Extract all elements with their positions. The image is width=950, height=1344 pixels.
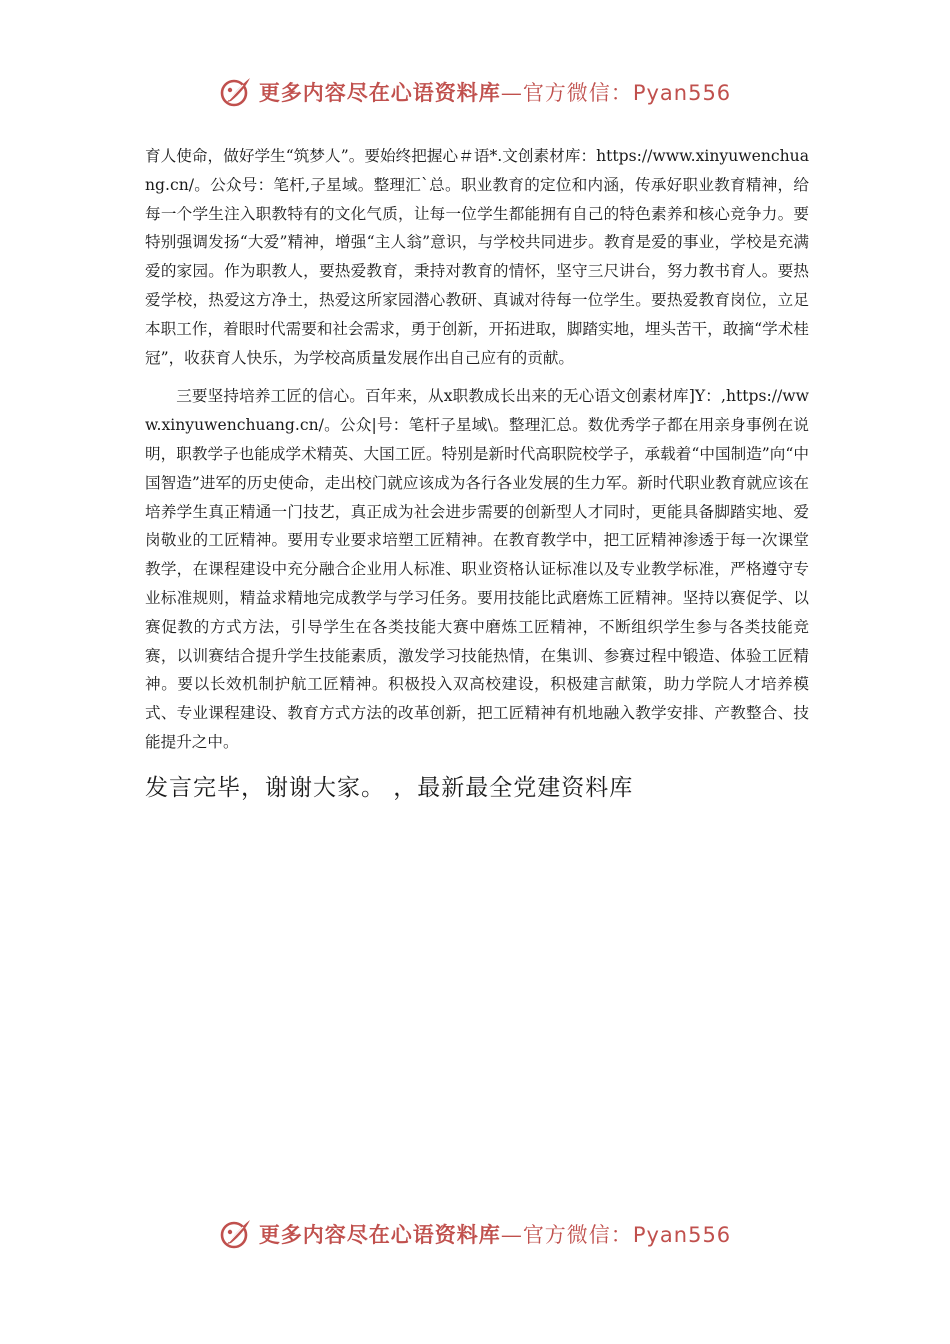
paragraph-2: 三要坚持培养工匠的信心。百年来，从x职教成长出来的无心语文创素材库]Y：,https://www.xinyuwenchuang.cn/。公众|号：笔杆子星域\。整理汇总。数优秀学子都在用亲身事例在说明，职教学子也能成学术精英、大国工匠。特别是新时代高职院校学子，承载着“中国制造”向“中国智造”进军的历史使命，走出校门就应该成为各行各业发展的生力军。新时代职业教育就应该在培养学生真正精通一门技艺，真正成为社会进步需要的创新型人才同时，更能具备脚踏实地、爱岗敬业的工匠精神。要用专业要求培塑工匠精神。在教育教学中，把工匠精神渗透于每一次课堂教学，在课程建设中充分融合企业用人标准、职业资格认证标准以及专业教学标准，严格遵守专业标准规则，精益求精地完成教学与学习任务。要用技能比武磨炼工匠精神。坚持以赛促学、以赛促教的方式方法，引导学生在各类技能大赛中磨炼工匠精神，不断组织学生参与各类技能竞赛，以训赛结合提升学生技能素质，激发学习技能热情，在集训、参赛过程中锻造、体验工匠精神。要以长效机制护航工匠精神。积极投入双高校建设，积极建言献策，助力学院人才培养模式、专业课程建设、教育方式方法的改革创新，把工匠精神有机地融入教学安排、产教整合、技能提升之中。	[145, 387, 809, 751]
closing-line: 发言完毕，谢谢大家。 ，最新最全党建资料库	[145, 774, 634, 801]
header-banner	[0, 72, 950, 112]
footer-banner-wechat-id: Pyan556	[632, 1223, 732, 1247]
header-banner-wechat-label: 官方微信：	[522, 81, 633, 105]
quill-pen-logo-icon	[219, 1217, 253, 1251]
footer-banner	[0, 1214, 950, 1254]
footer-banner-wechat-label: 官方微信：	[522, 1223, 633, 1247]
quill-pen-logo-icon	[219, 75, 253, 109]
header-banner-main: 更多内容尽在心语资料库	[258, 80, 501, 105]
header-banner-separator: —	[500, 81, 523, 105]
footer-banner-text	[259, 1219, 731, 1249]
document-body	[145, 142, 809, 805]
paragraph-1: 育人使命，做好学生“筑梦人”。要始终把握心＃语*.文创素材库：https://www.xinyuwenchuang.cn/。公众号：笔杆,子星域。整理汇`总。职业教育的定位和内涵，传承好职业教育精神，给每一个学生注入职教特有的文化气质，让每一位学生都能拥有自己的特色素养和核心竞争力。要特别强调发扬“大爱”精神，增强“主人翁”意识，与学校共同进步。教育是爱的事业，学校是充满爱的家园。作为职教人，要热爱教育，秉持对教育的情怀，坚守三尺讲台，努力教书育人。要热爱学校，热爱这方净土，热爱这所家园潜心教研、真诚对待每一位学生。要热爱教育岗位，立足本职工作，着眼时代需要和社会需求，勇于创新，开拓进取，脚踏实地，埋头苦干，敢摘“学术桂冠”，收获育人快乐，为学校高质量发展作出自己应有的贡献。	[145, 147, 809, 367]
footer-banner-separator: —	[500, 1223, 523, 1247]
footer-banner-main: 更多内容尽在心语资料库	[258, 1222, 501, 1247]
header-banner-text	[259, 77, 731, 107]
header-banner-wechat-id: Pyan556	[632, 81, 732, 105]
